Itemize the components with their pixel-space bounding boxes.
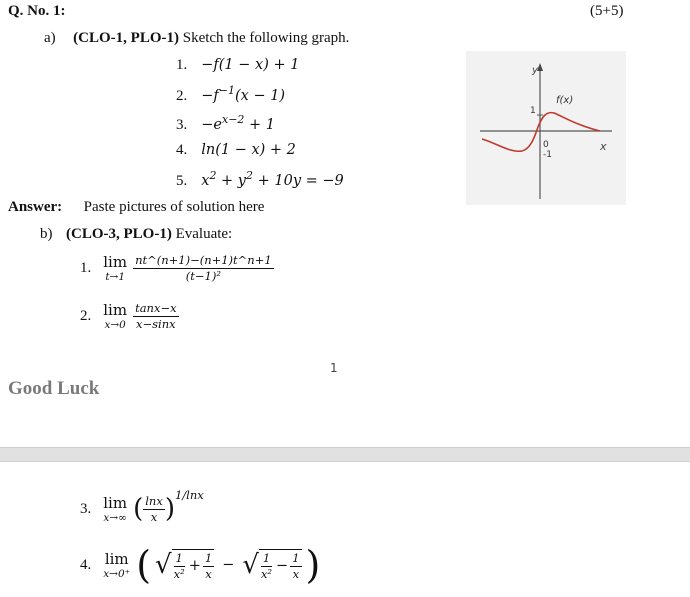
answer-placeholder[interactable]: Paste pictures of solution here xyxy=(83,199,265,215)
part-a-clo: (CLO-1, PLO-1) xyxy=(73,30,179,46)
limit-operator: lim x→∞ xyxy=(103,493,128,524)
graph-expression: −f(1 − x) + 1 xyxy=(201,57,300,73)
sqrt-icon: √ xyxy=(155,550,172,580)
limit-operator: lim t→1 xyxy=(103,253,128,283)
part-b-item-1: 1. lim t→1 $\frac{nt\^{}(n+1)-(n+1)t\^{}n+1}{\text{(t−1)²}}$ xyxy=(80,253,272,283)
exponent: 1/lnx xyxy=(174,488,204,502)
limit-fraction: $\frac{nt\^{}(n+1)-(n+1)t\^{}n+1}{\text{(t−1)²}}$ xyxy=(135,253,272,283)
part-b-header xyxy=(40,226,232,243)
part-a-item-4: 4. ln(1 − x) + 2 xyxy=(176,142,296,158)
function-graph-svg xyxy=(466,51,626,205)
answer-row xyxy=(8,199,264,216)
tick-label-0: 0 xyxy=(543,140,549,150)
part-b-clo: (CLO-3, PLO-1) xyxy=(66,226,172,242)
part-b-instruction: Evaluate: xyxy=(175,226,233,242)
limit-operator: lim x→0⁺ xyxy=(103,549,131,580)
x-axis-label: x xyxy=(600,140,607,153)
limit-fraction: $\frac{\tan x-x}{x-\sin x}$ xyxy=(135,301,177,331)
sqrt-icon: √ xyxy=(242,550,259,580)
part-b-prefix: b) xyxy=(40,226,53,242)
graph-expression: ln(1 − x) + 2 xyxy=(201,142,296,158)
part-b-item-2: 2. lim x→0 $\frac{\tan x-x}{x-\sin x}$ xyxy=(80,301,177,331)
part-a-prefix: a) xyxy=(44,30,56,46)
graph-expression: $-f^{-1}(x - 1)$ xyxy=(201,84,286,104)
tick-label-neg1: -1 xyxy=(543,150,552,160)
page-separator xyxy=(0,447,690,462)
part-b-item-3: 3. lim x→∞ ( $\frac{\ln x}{x}$ )$^{1/lnx}$ xyxy=(80,488,204,524)
question-marks: (5+5) xyxy=(590,3,624,19)
tick-label-1: 1 xyxy=(530,106,536,116)
question-label: Q. No. 1: xyxy=(8,3,66,19)
answer-label: Answer: xyxy=(8,199,63,215)
function-graph-image xyxy=(466,51,626,205)
closing-text: Good Luck xyxy=(8,378,100,399)
part-a-item-2: 2. $-f^{-1}(x - 1)$ xyxy=(176,84,286,104)
graph-expression: $-e^{x-2} + 1$ xyxy=(201,113,275,133)
limit-operator: lim x→0 xyxy=(103,301,128,331)
y-axis-label: y xyxy=(532,65,538,76)
part-a-header xyxy=(44,30,349,47)
limit-fraction: $\frac{\ln x}{x}$ xyxy=(145,493,163,524)
curve-label: f(x) xyxy=(556,95,574,106)
page-number: 1 xyxy=(330,361,338,375)
graph-expression: $x^2 + y^2 + 10y = -9$ xyxy=(201,169,344,189)
part-a-instruction: Sketch the following graph. xyxy=(182,30,350,46)
page-2 xyxy=(0,462,690,597)
part-a-item-5: 5. $x^2 + y^2 + 10y = -9$ xyxy=(176,169,344,189)
part-b-item-4: 4. lim x→0⁺ ( √ $\frac{1}{\text{x²}}$ + $\frac{1}{x}$ − √ $\frac{1}{\text{x²}}$ − $\frac{1}{x}$ ) xyxy=(80,543,321,587)
part-a-item-1: 1. −f(1 − x) + 1 xyxy=(176,57,300,73)
part-a-item-3: 3. $-e^{x-2} + 1$ xyxy=(176,113,275,133)
function-curve xyxy=(482,113,600,152)
